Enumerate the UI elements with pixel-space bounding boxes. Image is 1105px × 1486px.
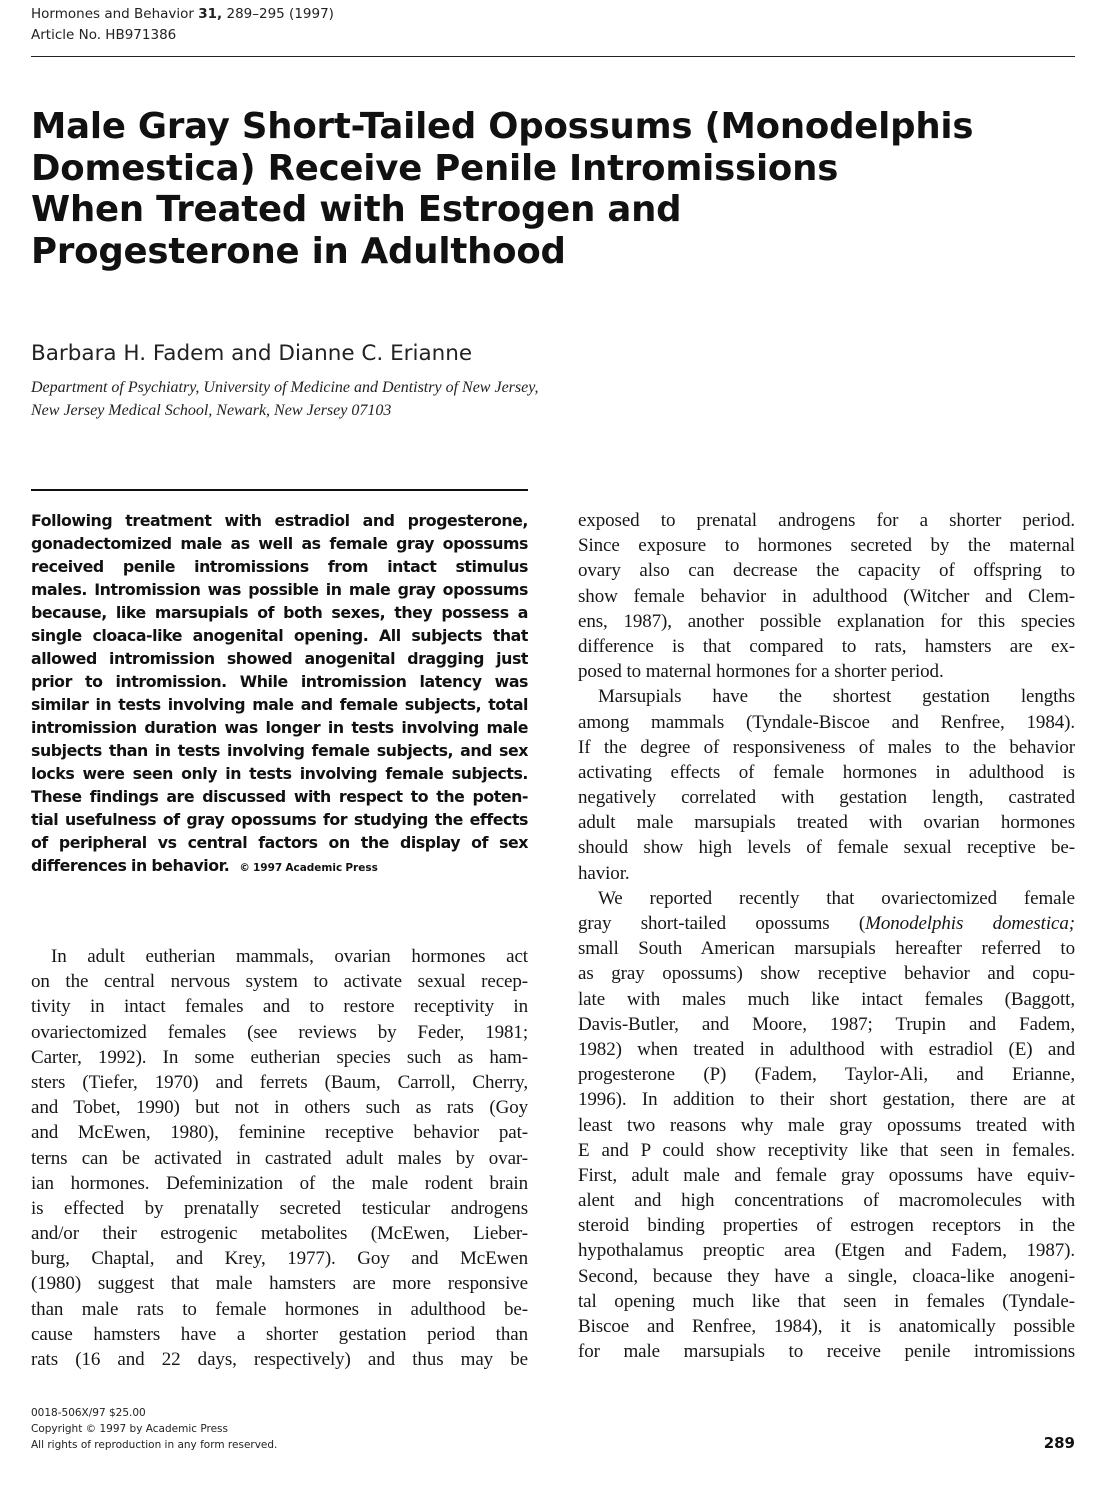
title-line: Male Gray Short-Tailed Opossums (Monodelphis [31, 106, 974, 147]
body-line: is effected by prenatally secreted testicular androgens [31, 1197, 528, 1219]
abstract-line: intromission duration was longer in tests involving male [31, 718, 528, 737]
body-line: on the central nervous system to activate sexual recep- [31, 971, 528, 993]
footer-line: All rights of reproduction in any form reserved. [31, 1439, 278, 1451]
body-line: First, adult male and female gray opossums have equiv- [578, 1164, 1075, 1186]
body-line: and McEwen, 1980), feminine receptive behavior pat- [31, 1122, 528, 1144]
header-divider [31, 56, 1075, 57]
page-number: 289 [1043, 1434, 1075, 1452]
body-line: Biscoe and Renfree, 1984), it is anatomically possible [578, 1316, 1075, 1337]
running-header [31, 4, 334, 46]
abstract-line: single cloaca-like anogenital opening. All subjects that [31, 626, 528, 645]
abstract-final-line [31, 854, 528, 877]
body-line: ovary also can decrease the capacity of offspring to [578, 560, 1075, 582]
body-line: negatively correlated with gestation length, castrated [578, 787, 1075, 809]
body-line: should show high levels of female sexual receptive be- [578, 837, 1075, 859]
abstract-line: males. Intromission was possible in male gray opossums [31, 580, 528, 599]
body-line: as gray opossums) show receptive behavior and copu- [578, 963, 1075, 985]
footer-line: 0018-506X/97 $25.00 [31, 1407, 146, 1419]
body-line: ian hormones. Defeminization of the male rodent brain [31, 1172, 528, 1194]
abstract-line: because, like marsupials of both sexes, they possess a [31, 603, 528, 622]
body-line: cause hamsters have a shorter gestation period than [31, 1323, 528, 1345]
body-line: tivity in intact females and to restore receptivity in [31, 996, 528, 1018]
body-column-left [31, 944, 528, 1372]
journal-name: Hormones and Behavior [31, 6, 194, 22]
body-line: E and P could show receptivity like that seen in females. [578, 1139, 1075, 1161]
body-line: In adult eutherian mammals, ovarian hormones act [51, 946, 528, 967]
abstract-line: differences in behavior. [31, 856, 230, 875]
title-line: When Treated with Estrogen and [31, 189, 682, 230]
abstract-divider [31, 489, 528, 491]
body-line: progesterone (P) (Fadem, Taylor-Ali, and Erianne, [578, 1064, 1075, 1086]
abstract-line: prior to intromission. While intromission latency was [31, 672, 528, 691]
body-line: and/or their estrogenic metabolites (McEwen, Lieber- [31, 1223, 528, 1245]
journal-citation [31, 4, 334, 25]
body-line: than male rats to female hormones in adulthood be- [31, 1298, 528, 1320]
body-line: Davis-Butler, and Moore, 1987; Trupin and Fadem, [578, 1013, 1075, 1035]
body-line: Second, because they have a single, cloaca-like anogeni- [578, 1265, 1075, 1287]
body-line: alent and high concentrations of macromolecules with [578, 1190, 1075, 1212]
body-line: adult male marsupials treated with ovarian hormones [578, 812, 1075, 834]
body-line: Marsupials have the shortest gestation lengths [598, 686, 1075, 708]
abstract-line: gonadectomized male as well as female gray opossums [31, 534, 528, 553]
body-line: posed to maternal hormones for a shorter period. [578, 661, 944, 683]
body-line: (1980) suggest that male hamsters are more responsive [31, 1273, 528, 1295]
species-name: Monodelphis domestica; [865, 913, 1075, 934]
body-line: sters (Tiefer, 1970) and ferrets (Baum, Carroll, Cherry, [31, 1071, 528, 1093]
body-line: and Tobet, 1990) but not in others such as rats (Goy [31, 1097, 528, 1119]
body-column-right [578, 508, 1075, 1364]
body-line: tal opening much like that seen in females (Tyndale- [578, 1290, 1075, 1312]
author-list: Barbara H. Fadem and Dianne C. Erianne [31, 341, 473, 366]
abstract-line: These findings are discussed with respect to the poten- [31, 787, 528, 806]
body-line: Carter, 1992). In some eutherian species such as ham- [31, 1046, 528, 1068]
abstract-line: Following treatment with estradiol and progesterone, [31, 511, 528, 530]
article-number: Article No. HB971386 [31, 27, 177, 43]
body-line: least two reasons why male gray opossums treated with [578, 1114, 1075, 1136]
body-line: among mammals (Tyndale-Biscoe and Renfree, 1984). [578, 711, 1075, 733]
body-line: 1982) when treated in adulthood with estradiol (E) and [578, 1038, 1075, 1060]
abstract-line: allowed intromission showed anogenital dragging just [31, 649, 528, 668]
abstract-line: locks were seen only in tests involving female subjects. [31, 764, 528, 783]
body-line-with-species [578, 911, 1075, 936]
abstract [31, 509, 528, 877]
body-line: rats (16 and 22 days, respectively) and thus may be [31, 1349, 528, 1370]
body-line: If the degree of responsiveness of males to the behavior [578, 736, 1075, 758]
affiliation-line: New Jersey Medical School, Newark, New Jersey 07103 [31, 402, 392, 419]
body-line: ovariectomized females (see reviews by Feder, 1981; [31, 1021, 528, 1043]
abstract-line: tial usefulness of gray opossums for studying the effects [31, 810, 528, 829]
body-line: steroid binding properties of estrogen receptors in the [578, 1215, 1075, 1237]
abstract-copyright: © 1997 Academic Press [239, 862, 378, 874]
body-line: activating effects of female hormones in adulthood is [578, 761, 1075, 783]
body-line: difference is that compared to rats, hamsters are ex- [578, 635, 1075, 657]
abstract-line: similar in tests involving male and female subjects, total [31, 695, 528, 714]
body-line: havior. [578, 862, 630, 884]
copyright-footer [31, 1405, 277, 1453]
body-line: Since exposure to hormones secreted by the maternal [578, 535, 1075, 557]
body-line: burg, Chaptal, and Krey, 1977). Goy and McEwen [31, 1248, 528, 1270]
body-line: exposed to prenatal androgens for a shorter period. [578, 510, 1075, 531]
body-line: ens, 1987), another possible explanation for this species [578, 610, 1075, 632]
body-line: small South American marsupials hereafter referred to [578, 938, 1075, 960]
journal-volume: 31, [198, 6, 223, 22]
article-title [31, 106, 991, 272]
body-line-fragment: gray short-tailed opossums ( [578, 913, 866, 934]
abstract-line: received penile intromissions from intact stimulus [31, 557, 528, 576]
title-line: Domestica) Receive Penile Intromissions [31, 147, 839, 189]
body-line: 1996). In addition to their short gestation, there are at [578, 1089, 1075, 1111]
body-line: for male marsupials to receive penile intromissions [578, 1341, 1075, 1363]
author-affiliation [31, 376, 538, 422]
body-line: terns can be activated in castrated adult males by ovar- [31, 1147, 528, 1169]
body-line: We reported recently that ovariectomized female [598, 887, 1075, 909]
title-line: Progesterone in Adulthood [31, 230, 566, 272]
body-line: hypothalamus preoptic area (Etgen and Fadem, 1987). [578, 1240, 1075, 1262]
abstract-line: subjects than in tests involving female subjects, and sex [31, 741, 528, 760]
abstract-line: of peripheral vs central factors on the display of sex [31, 833, 528, 852]
body-line: late with males much like intact females (Baggott, [578, 988, 1075, 1010]
journal-pages: 289–295 (1997) [226, 6, 334, 22]
affiliation-line: Department of Psychiatry, University of Medicine and Dentistry of New Jersey, [31, 379, 539, 396]
footer-line: Copyright © 1997 by Academic Press [31, 1423, 228, 1435]
body-line: show female behavior in adulthood (Witcher and Clem- [578, 585, 1075, 607]
